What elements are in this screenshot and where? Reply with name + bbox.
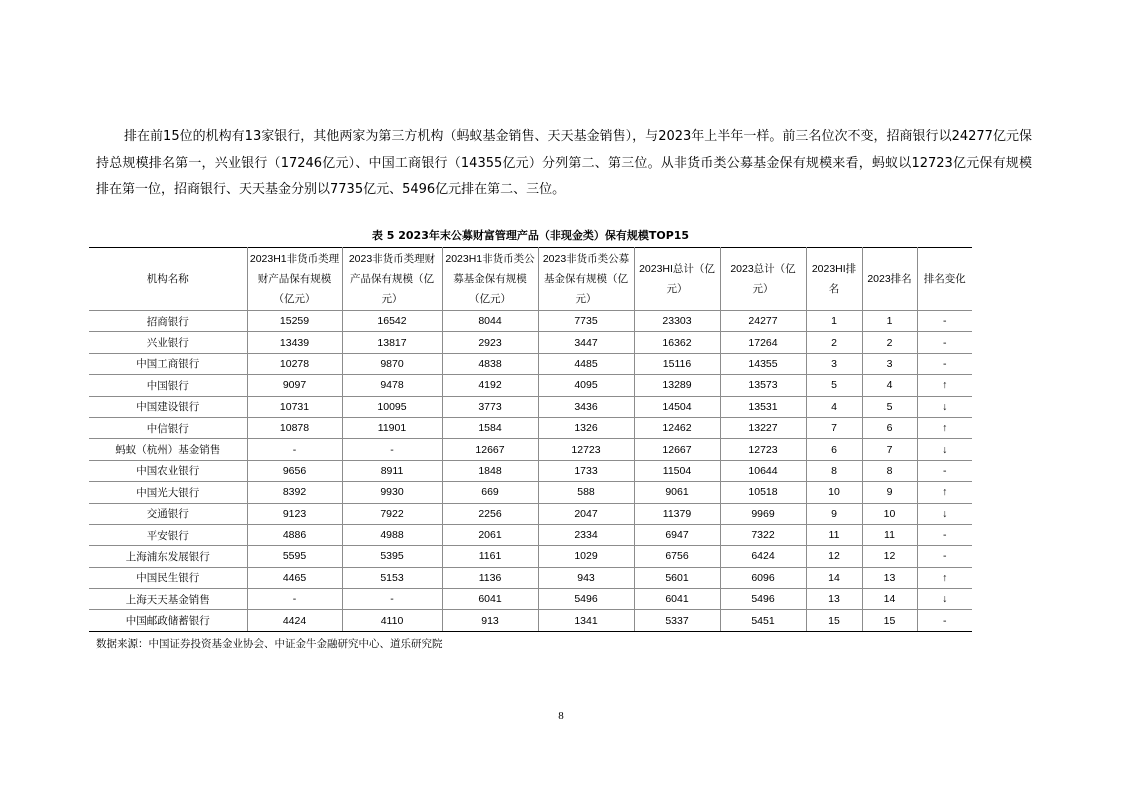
- table-cell: 1136: [442, 567, 538, 588]
- body-paragraph: 排在前15位的机构有13家银行，其他两家为第三方机构（蚂蚁基金销售、天天基金销售），与2023年上半年一样。前三名位次不变，招商银行以24277亿元保持总规模排名第一，兴业银行（17246亿元）、中国工商银行（14355亿元）分列第二、第三位。从非货币类公募基金保有规模来看，蚂蚁以12723亿元保有规模排在第一位，招商银行、天天基金分别以7735亿元、5496亿元排在第二、三位。: [96, 129, 1032, 197]
- table-row: [89, 375, 972, 396]
- table-cell: 14: [862, 589, 917, 610]
- table-cell: 8392: [247, 482, 342, 503]
- column-header: 2023H1非货币类理财产品保有规模（亿元）: [247, 248, 342, 311]
- table-cell: 6756: [634, 546, 720, 567]
- table-cell: 10644: [720, 460, 806, 481]
- table-cell: 5451: [720, 610, 806, 631]
- table-cell: -: [917, 353, 972, 374]
- table-cell: 4886: [247, 524, 342, 545]
- table-cell: 15: [862, 610, 917, 631]
- table-cell: 5: [862, 396, 917, 417]
- table-cell: 7: [862, 439, 917, 460]
- table-row: [89, 311, 972, 332]
- table-cell: 4: [862, 375, 917, 396]
- table-cell: 4424: [247, 610, 342, 631]
- table-cell: 4465: [247, 567, 342, 588]
- table-cell: ↑: [917, 567, 972, 588]
- table-cell: 3436: [538, 396, 634, 417]
- column-header: 2023HI总计（亿元）: [634, 248, 720, 311]
- table-cell: 10095: [342, 396, 442, 417]
- table-cell: 8: [806, 460, 862, 481]
- table-cell: 9656: [247, 460, 342, 481]
- table-cell: 6041: [442, 589, 538, 610]
- table-cell: 1029: [538, 546, 634, 567]
- table-cell: 588: [538, 482, 634, 503]
- table-cell: 5153: [342, 567, 442, 588]
- table-cell: 1848: [442, 460, 538, 481]
- table-cell: 12723: [538, 439, 634, 460]
- table-row: [89, 439, 972, 460]
- table-cell: 9097: [247, 375, 342, 396]
- institution-name-cell: 蚂蚁（杭州）基金销售: [89, 439, 247, 460]
- table-cell: 13227: [720, 417, 806, 438]
- table-cell: 11901: [342, 417, 442, 438]
- table-cell: 8: [862, 460, 917, 481]
- table-cell: 15259: [247, 311, 342, 332]
- table-cell: 3: [806, 353, 862, 374]
- table-cell: 9: [862, 482, 917, 503]
- table-cell: ↓: [917, 503, 972, 524]
- table-cell: -: [917, 546, 972, 567]
- table-cell: -: [247, 589, 342, 610]
- table-cell: 10731: [247, 396, 342, 417]
- table-cell: 2334: [538, 524, 634, 545]
- table-cell: 10: [862, 503, 917, 524]
- table-header-row: [89, 248, 972, 311]
- table-row: [89, 524, 972, 545]
- table-cell: 9123: [247, 503, 342, 524]
- table-cell: 9969: [720, 503, 806, 524]
- table-cell: 6424: [720, 546, 806, 567]
- table-cell: 12667: [442, 439, 538, 460]
- table-cell: 14355: [720, 353, 806, 374]
- table-row: [89, 546, 972, 567]
- table-cell: ↑: [917, 482, 972, 503]
- table-cell: -: [917, 332, 972, 353]
- table-row: [89, 460, 972, 481]
- table-cell: 15116: [634, 353, 720, 374]
- table-cell: -: [917, 460, 972, 481]
- table-cell: 13: [862, 567, 917, 588]
- table-cell: 14: [806, 567, 862, 588]
- institution-name-cell: 中信银行: [89, 417, 247, 438]
- table-cell: 24277: [720, 311, 806, 332]
- table-cell: 12: [806, 546, 862, 567]
- table-cell: 23303: [634, 311, 720, 332]
- table-cell: 9930: [342, 482, 442, 503]
- table-cell: ↓: [917, 439, 972, 460]
- table-cell: 16362: [634, 332, 720, 353]
- table-cell: 5337: [634, 610, 720, 631]
- table-cell: 4110: [342, 610, 442, 631]
- institution-name-cell: 中国邮政储蓄银行: [89, 610, 247, 631]
- institution-name-cell: 中国工商银行: [89, 353, 247, 374]
- table-cell: 5496: [538, 589, 634, 610]
- table-cell: 11504: [634, 460, 720, 481]
- column-header: 2023排名: [862, 248, 917, 311]
- table-cell: 16542: [342, 311, 442, 332]
- table-row: [89, 503, 972, 524]
- table-cell: 7: [806, 417, 862, 438]
- table-cell: 669: [442, 482, 538, 503]
- table-cell: 9870: [342, 353, 442, 374]
- table-body: [89, 311, 972, 632]
- column-header: 2023总计（亿元）: [720, 248, 806, 311]
- table-cell: 13531: [720, 396, 806, 417]
- institution-name-cell: 中国民生银行: [89, 567, 247, 588]
- table-cell: -: [342, 439, 442, 460]
- table-cell: 2061: [442, 524, 538, 545]
- institution-name-cell: 交通银行: [89, 503, 247, 524]
- table-cell: 943: [538, 567, 634, 588]
- table-cell: 13439: [247, 332, 342, 353]
- table-cell: 11: [862, 524, 917, 545]
- table-cell: 9061: [634, 482, 720, 503]
- table-cell: 5601: [634, 567, 720, 588]
- table-cell: 8911: [342, 460, 442, 481]
- table-cell: 4988: [342, 524, 442, 545]
- table-cell: 2: [806, 332, 862, 353]
- table-cell: 17264: [720, 332, 806, 353]
- table-cell: 14504: [634, 396, 720, 417]
- table-cell: 7922: [342, 503, 442, 524]
- table-cell: 6096: [720, 567, 806, 588]
- table-cell: 11379: [634, 503, 720, 524]
- table-cell: 6041: [634, 589, 720, 610]
- table-cell: 5595: [247, 546, 342, 567]
- table-cell: 3: [862, 353, 917, 374]
- table-cell: -: [342, 589, 442, 610]
- table-cell: 2256: [442, 503, 538, 524]
- column-header: 2023H1非货币类公募基金保有规模（亿元）: [442, 248, 538, 311]
- table-cell: 1326: [538, 417, 634, 438]
- institution-name-cell: 中国银行: [89, 375, 247, 396]
- table-row: [89, 610, 972, 631]
- table-row: [89, 353, 972, 374]
- table-cell: 1733: [538, 460, 634, 481]
- table-cell: 2923: [442, 332, 538, 353]
- table-cell: 12723: [720, 439, 806, 460]
- table-cell: 8044: [442, 311, 538, 332]
- table-cell: 7735: [538, 311, 634, 332]
- table-cell: 13817: [342, 332, 442, 353]
- table-row: [89, 589, 972, 610]
- institution-name-cell: 平安银行: [89, 524, 247, 545]
- table-cell: 1: [862, 311, 917, 332]
- column-header: 排名变化: [917, 248, 972, 311]
- table-cell: 4485: [538, 353, 634, 374]
- table-cell: -: [917, 524, 972, 545]
- table-cell: ↓: [917, 589, 972, 610]
- institution-name-cell: 招商银行: [89, 311, 247, 332]
- table-cell: 7322: [720, 524, 806, 545]
- table-cell: 1584: [442, 417, 538, 438]
- table-cell: 9: [806, 503, 862, 524]
- table-cell: 15: [806, 610, 862, 631]
- column-header: 2023非货币类公募基金保有规模（亿元）: [538, 248, 634, 311]
- table-cell: 9478: [342, 375, 442, 396]
- table-cell: 5: [806, 375, 862, 396]
- table-caption: 表 5 2023年末公募财富管理产品（非现金类）保有规模TOP15: [371, 229, 690, 242]
- table-cell: 4192: [442, 375, 538, 396]
- table-cell: 12: [862, 546, 917, 567]
- table-cell: 5496: [720, 589, 806, 610]
- institution-name-cell: 中国光大银行: [89, 482, 247, 503]
- table-cell: -: [917, 610, 972, 631]
- table-cell: 10: [806, 482, 862, 503]
- table-cell: 6: [862, 417, 917, 438]
- column-header: 2023非货币类理财产品保有规模（亿元）: [342, 248, 442, 311]
- column-header: 2023HI排名: [806, 248, 862, 311]
- institution-name-cell: 中国建设银行: [89, 396, 247, 417]
- table-cell: ↑: [917, 417, 972, 438]
- table-cell: 2047: [538, 503, 634, 524]
- institution-name-cell: 上海浦东发展银行: [89, 546, 247, 567]
- data-source-note: 数据来源：中国证券投资基金业协会、中证金牛金融研究中心、道乐研究院: [96, 638, 443, 650]
- table-row: [89, 396, 972, 417]
- table-row: [89, 417, 972, 438]
- table-cell: 6947: [634, 524, 720, 545]
- table-row: [89, 482, 972, 503]
- table-cell: 4: [806, 396, 862, 417]
- institution-name-cell: 兴业银行: [89, 332, 247, 353]
- table-cell: 13289: [634, 375, 720, 396]
- page-number: 8: [558, 710, 564, 722]
- table-cell: 12462: [634, 417, 720, 438]
- column-header: 机构名称: [89, 248, 247, 311]
- institution-name-cell: 上海天天基金销售: [89, 589, 247, 610]
- table-cell: 12667: [634, 439, 720, 460]
- table-cell: 5395: [342, 546, 442, 567]
- table-cell: 3773: [442, 396, 538, 417]
- table-cell: 4095: [538, 375, 634, 396]
- table-cell: 6: [806, 439, 862, 460]
- table-cell: 11: [806, 524, 862, 545]
- table-cell: -: [247, 439, 342, 460]
- ranking-table: [89, 247, 972, 632]
- table-cell: ↓: [917, 396, 972, 417]
- table-cell: 10518: [720, 482, 806, 503]
- table-cell: 1: [806, 311, 862, 332]
- table-cell: 10878: [247, 417, 342, 438]
- table-row: [89, 567, 972, 588]
- table-cell: 913: [442, 610, 538, 631]
- table-cell: 2: [862, 332, 917, 353]
- table-cell: 13573: [720, 375, 806, 396]
- table-cell: 1341: [538, 610, 634, 631]
- table-cell: 1161: [442, 546, 538, 567]
- table-cell: ↑: [917, 375, 972, 396]
- table-cell: 4838: [442, 353, 538, 374]
- table-cell: 10278: [247, 353, 342, 374]
- table-row: [89, 332, 972, 353]
- table-cell: 13: [806, 589, 862, 610]
- institution-name-cell: 中国农业银行: [89, 460, 247, 481]
- table-cell: -: [917, 311, 972, 332]
- table-cell: 3447: [538, 332, 634, 353]
